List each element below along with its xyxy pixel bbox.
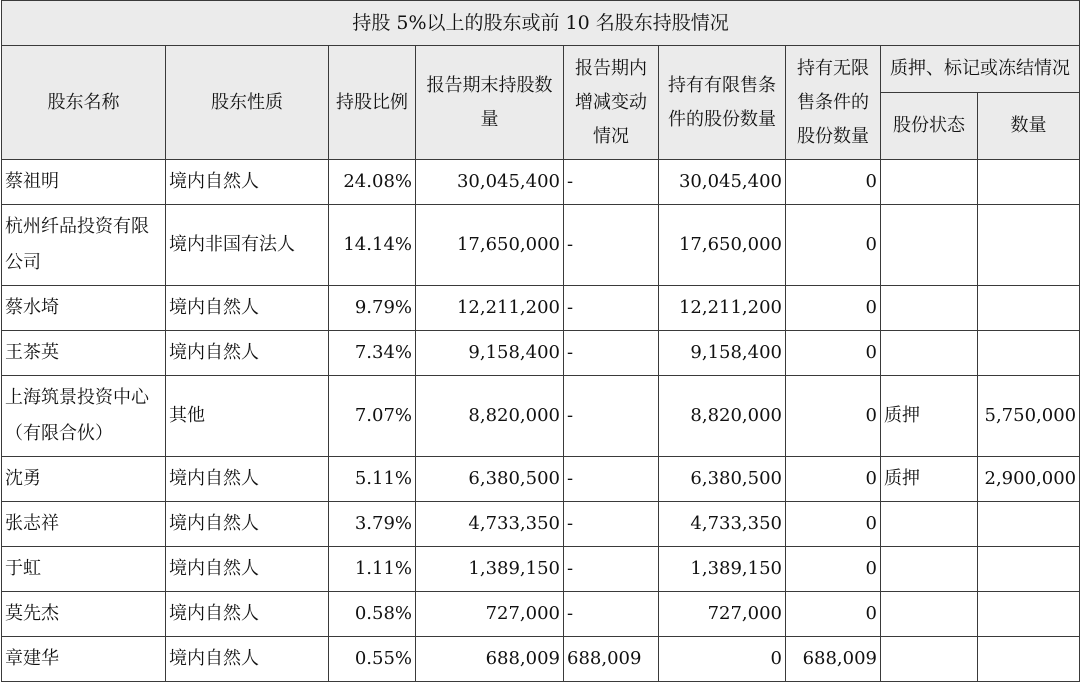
cell-shares-end: 688,009 xyxy=(416,637,564,682)
cell-unrestricted: 0 xyxy=(786,160,881,205)
cell-shareholder-nature: 境内自然人 xyxy=(166,160,329,205)
cell-pledge-status xyxy=(881,286,978,331)
cell-unrestricted: 0 xyxy=(786,331,881,376)
cell-shares-end: 8,820,000 xyxy=(416,376,564,457)
cell-shareholder-name: 章建华 xyxy=(2,637,166,682)
table-row xyxy=(2,637,1080,682)
cell-pledge-qty xyxy=(978,160,1080,205)
cell-shareholder-name: 莫先杰 xyxy=(2,592,166,637)
cell-shareholder-nature: 境内自然人 xyxy=(166,457,329,502)
cell-pledge-status xyxy=(881,160,978,205)
table-row xyxy=(2,502,1080,547)
cell-pledge-qty xyxy=(978,547,1080,592)
cell-unrestricted: 0 xyxy=(786,457,881,502)
cell-restricted: 12,211,200 xyxy=(659,286,786,331)
cell-change: 688,009 xyxy=(564,637,659,682)
cell-shares-end: 6,380,500 xyxy=(416,457,564,502)
cell-holding-ratio: 14.14% xyxy=(329,205,416,286)
cell-pledge-qty xyxy=(978,502,1080,547)
cell-pledge-qty xyxy=(978,205,1080,286)
table-row xyxy=(2,547,1080,592)
cell-shareholder-name: 王茶英 xyxy=(2,331,166,376)
cell-unrestricted: 0 xyxy=(786,286,881,331)
cell-pledge-status xyxy=(881,637,978,682)
cell-restricted: 4,733,350 xyxy=(659,502,786,547)
cell-holding-ratio: 5.11% xyxy=(329,457,416,502)
header-unrestricted: 持有无限售条件的股份数量 xyxy=(786,46,881,160)
cell-shareholder-name: 于虹 xyxy=(2,547,166,592)
cell-change: - xyxy=(564,457,659,502)
cell-shareholder-name: 张志祥 xyxy=(2,502,166,547)
cell-shareholder-nature: 其他 xyxy=(166,376,329,457)
cell-shareholder-nature: 境内自然人 xyxy=(166,286,329,331)
cell-shareholder-nature: 境内自然人 xyxy=(166,331,329,376)
cell-shares-end: 727,000 xyxy=(416,592,564,637)
table-row xyxy=(2,160,1080,205)
cell-unrestricted: 0 xyxy=(786,205,881,286)
cell-holding-ratio: 3.79% xyxy=(329,502,416,547)
cell-restricted: 727,000 xyxy=(659,592,786,637)
cell-pledge-qty xyxy=(978,637,1080,682)
cell-change: - xyxy=(564,592,659,637)
cell-holding-ratio: 24.08% xyxy=(329,160,416,205)
cell-shareholder-nature: 境内自然人 xyxy=(166,592,329,637)
header-pledge-status: 股份状态 xyxy=(881,93,978,160)
header-restricted: 持有有限售条件的股份数量 xyxy=(659,46,786,160)
table-row xyxy=(2,376,1080,457)
cell-holding-ratio: 0.55% xyxy=(329,637,416,682)
cell-shareholder-name: 上海筑景投资中心（有限合伙） xyxy=(2,376,166,457)
cell-restricted: 6,380,500 xyxy=(659,457,786,502)
cell-holding-ratio: 7.07% xyxy=(329,376,416,457)
cell-pledge-status xyxy=(881,331,978,376)
cell-shares-end: 9,158,400 xyxy=(416,331,564,376)
header-nature: 股东性质 xyxy=(166,46,329,160)
cell-pledge-status xyxy=(881,547,978,592)
cell-unrestricted: 0 xyxy=(786,502,881,547)
header-pledge-qty: 数量 xyxy=(978,93,1080,160)
header-change: 报告期内增减变动情况 xyxy=(564,46,659,160)
cell-pledge-status xyxy=(881,502,978,547)
cell-change: - xyxy=(564,286,659,331)
cell-restricted: 30,045,400 xyxy=(659,160,786,205)
header-ratio: 持股比例 xyxy=(329,46,416,160)
cell-restricted: 0 xyxy=(659,637,786,682)
cell-holding-ratio: 9.79% xyxy=(329,286,416,331)
cell-pledge-qty xyxy=(978,592,1080,637)
cell-restricted: 9,158,400 xyxy=(659,331,786,376)
cell-restricted: 17,650,000 xyxy=(659,205,786,286)
cell-pledge-qty xyxy=(978,286,1080,331)
table-row xyxy=(2,457,1080,502)
shareholder-table xyxy=(1,0,1080,682)
cell-shareholder-name: 蔡水埼 xyxy=(2,286,166,331)
cell-unrestricted: 688,009 xyxy=(786,637,881,682)
cell-change: - xyxy=(564,376,659,457)
cell-shares-end: 17,650,000 xyxy=(416,205,564,286)
table-row xyxy=(2,286,1080,331)
cell-shares-end: 4,733,350 xyxy=(416,502,564,547)
cell-pledge-status xyxy=(881,205,978,286)
header-shares-end: 报告期末持股数量 xyxy=(416,46,564,160)
cell-shareholder-nature: 境内自然人 xyxy=(166,502,329,547)
cell-restricted: 8,820,000 xyxy=(659,376,786,457)
cell-pledge-status xyxy=(881,592,978,637)
cell-shares-end: 12,211,200 xyxy=(416,286,564,331)
cell-shareholder-nature: 境内自然人 xyxy=(166,547,329,592)
cell-holding-ratio: 7.34% xyxy=(329,331,416,376)
cell-shares-end: 30,045,400 xyxy=(416,160,564,205)
header-name: 股东名称 xyxy=(2,46,166,160)
cell-change: - xyxy=(564,205,659,286)
cell-unrestricted: 0 xyxy=(786,547,881,592)
cell-shareholder-name: 杭州纤品投资有限公司 xyxy=(2,205,166,286)
cell-change: - xyxy=(564,502,659,547)
header-pledge-group: 质押、标记或冻结情况 xyxy=(881,46,1080,93)
cell-change: - xyxy=(564,160,659,205)
table-row xyxy=(2,331,1080,376)
cell-restricted: 1,389,150 xyxy=(659,547,786,592)
cell-pledge-qty: 2,900,000 xyxy=(978,457,1080,502)
cell-shareholder-nature: 境内自然人 xyxy=(166,637,329,682)
cell-holding-ratio: 1.11% xyxy=(329,547,416,592)
cell-pledge-status: 质押 xyxy=(881,457,978,502)
cell-shareholder-name: 蔡祖明 xyxy=(2,160,166,205)
cell-unrestricted: 0 xyxy=(786,376,881,457)
cell-unrestricted: 0 xyxy=(786,592,881,637)
table-title: 持股 5%以上的股东或前 10 名股东持股情况 xyxy=(2,1,1080,46)
cell-pledge-status: 质押 xyxy=(881,376,978,457)
cell-change: - xyxy=(564,331,659,376)
cell-change: - xyxy=(564,547,659,592)
cell-pledge-qty: 5,750,000 xyxy=(978,376,1080,457)
cell-shareholder-nature: 境内非国有法人 xyxy=(166,205,329,286)
cell-pledge-qty xyxy=(978,331,1080,376)
cell-shareholder-name: 沈勇 xyxy=(2,457,166,502)
table-row xyxy=(2,592,1080,637)
cell-holding-ratio: 0.58% xyxy=(329,592,416,637)
cell-shares-end: 1,389,150 xyxy=(416,547,564,592)
table-row xyxy=(2,205,1080,286)
